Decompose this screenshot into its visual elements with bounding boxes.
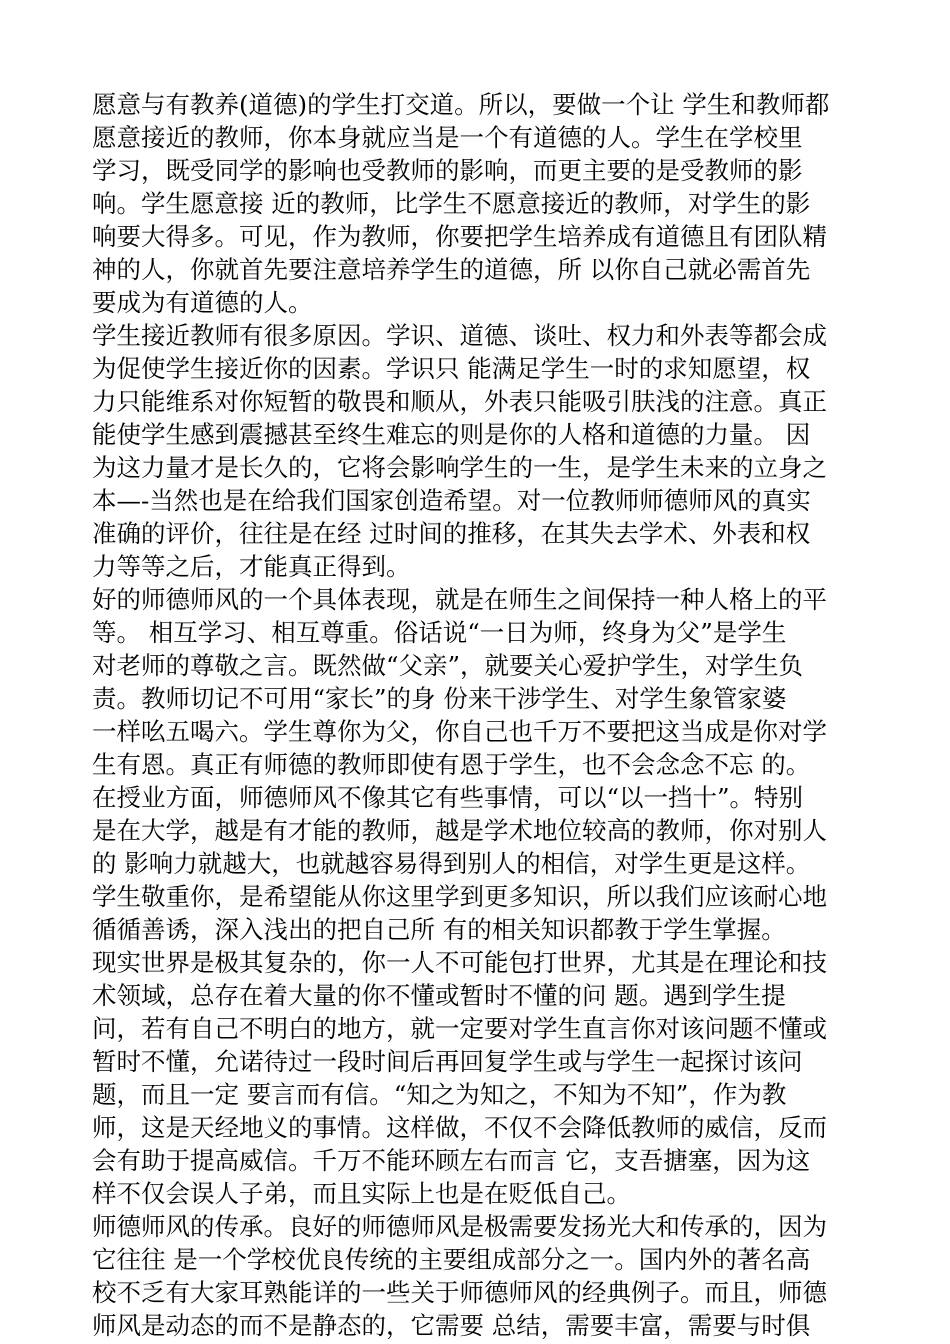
paragraph-6: 师德师风的传承。良好的师德师风是极需要发扬光大和传承的，因为 它往往 是一个学校优良传统的主要组成部分之一。国内外的著名高 校不乏有大家耳熟能详的一些关于师德师风的经典例子。而且，师德 师风是动态的而不是静态的，它需要 总结，需要丰富，需要与时俱	[92, 1212, 827, 1340]
paragraph-4: 在授业方面，师德师风不像其它有些事情，可以“以一挡十”。特别 是在大学，越是有才能的教师，越是学术地位较高的教师，你对别人 的 影响力就越大，也就越容易得到别人的相信，对学生更是这样。 学生敬重你，是希望能从你这里学到更多知识，所以我们应该耐心地 循循善诱，深入浅出的把自己所 有的相关知识都教于学生掌握。	[92, 783, 827, 944]
paragraph-5: 现实世界是极其复杂的，你一人不可能包打世界，尤其是在理论和技 术领域，总存在着大量的你不懂或暂时不懂的问 题。遇到学生提 问，若有自己不明白的地方，就一定要对学生直言你对该问题不懂或 暂时不懂，允诺待过一段时间后再回复学生或与学生一起探讨该问 题，而且一定 要言而有信。“知之为知之，不知为不知”，作为教 师，这是天经地义的事情。这样做，不仅不会降低教师的威信，反而 会有助于提高威信。千万不能环顾左右而言 它，支吾搪塞，因为这 样不仅会误人子弟，而且实际上也是在贬低自己。	[92, 948, 827, 1208]
document-body	[92, 88, 862, 1342]
paragraph-1: 愿意与有教养(道德)的学生打交道。所以，要做一个让 学生和教师都 愿意接近的教师，你本身就应当是一个有道德的人。学生在学校里 学习，既受同学的影响也受教师的影响，而更主要的是受教师的影 响。学生愿意接 近的教师，比学生不愿意接近的教师，对学生的影 响要大得多。可见，作为教师，你要把学生培养成有道德且有团队精 神的人，你就首先要注意培养学生的道德，所 以你自己就必需首先 要成为有道德的人。	[92, 90, 830, 317]
paragraph-3: 好的师德师风的一个具体表现，就是在师生之间保持一种人格上的平 等。 相互学习、相互尊重。俗话说“一日为师，终身为父”是学生 对老师的尊敬之言。既然做“父亲”，就要关心爱护学生，对学生负 责。教师切记不可用“家长”的身 份来干涉学生、对学生象管家婆 一样吆五喝六。学生尊你为父，你自己也千万不要把这当成是你对学 生有恩。真正有师德的教师即使有恩于学生，也不会念念不忘 的。	[92, 585, 827, 779]
paragraph-2: 学生接近教师有很多原因。学识、道德、谈吐、权力和外表等都会成 为促使学生接近你的因素。学识只 能满足学生一时的求知愿望，权 力只能维系对你短暂的敬畏和顺从，外表只能吸引肤浅的注意。真正 能使学生感到震撼甚至终生难忘的则是你的人格和道德的力量。 因 为这力量才是长久的，它将会影响学生的一生，是学生未来的立身之 本—-当然也是在给我们国家创造希望。对一位教师师德师风的真实 准确的评价，往往是在经 过时间的推移，在其失去学术、外表和权 力等等之后，才能真正得到。	[92, 321, 827, 581]
